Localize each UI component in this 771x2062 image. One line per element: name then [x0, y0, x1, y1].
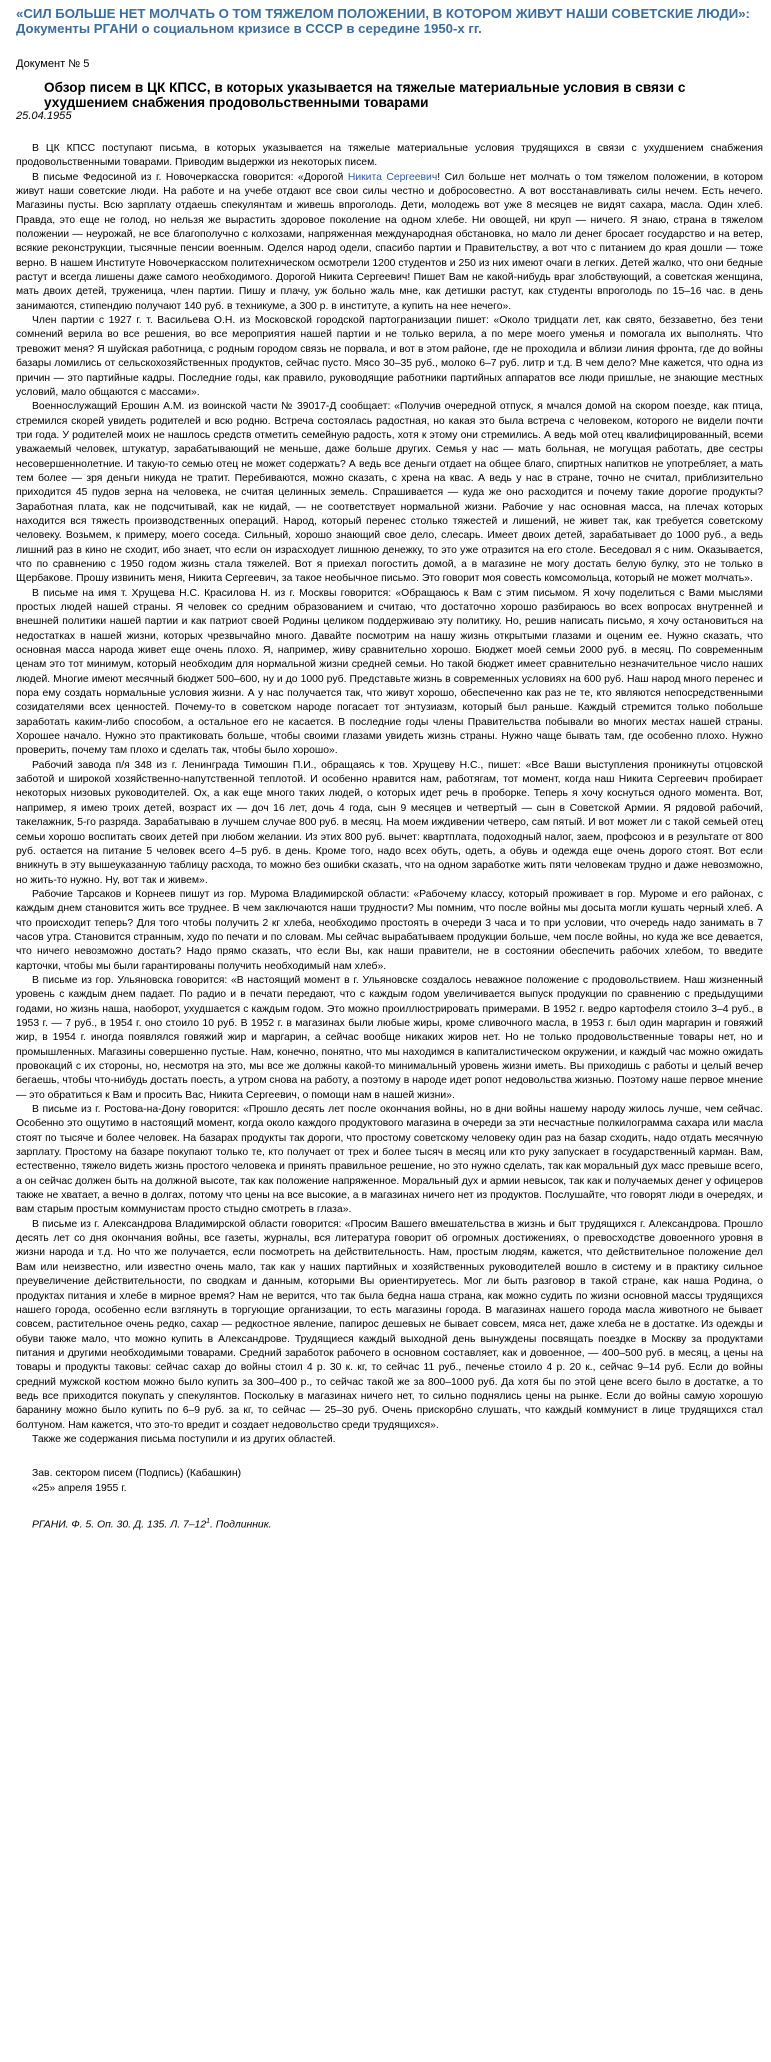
paragraph: В письме на имя т. Хрущева Н.С. Красилова Н. из г. Москвы говорится: «Обращаюсь к Вам с этим письмом. Я хочу поделиться с Вами мыслями простых людей нашей страны. Я человек со средним образованием и считаю, что достаточно хорошо разбираюсь во всех вопросах внутренней и внешней политики нашей партии и как патриот своей Родины целиком поддерживаю эту политику. Но, решив написать письмо, я хочу остановиться на недостатках в нашей жизни, которых чрезвычайно много. Давайте посмотрим на нашу жизнь открытыми глазами и оценим ее. Нужно сказать, что основная масса народа живет еще очень плохо. Я, например, живу сравнительно хорошо. Бюджет моей семьи 2000 руб. в месяц. По современным ценам это тот минимум, который необходим для нормальной жизни средней семьи. Но такой бюджет имеет сравнительно незначительное число наших людей. Многие имеют месячный бюджет 500–600, ну и до 1000 руб. Представьте жизнь в современных условиях на 600 руб. Наш народ много перенес и пора ему создать нормальные условия жизни. А у нас получается так, что живут хорошо, обеспеченно как раз не те, кто являются непосредственными созидателями всех ценностей. Почему-то в советском народе погасает тот энтузиазм, который был раньше. Каждый стремится только побольше заработать каким-либо способом, а остальное его не касается. В последние годы члены Правительства побывали во многих местах нашей страны. Хорошее начало. Нужно это практиковать больше, чтобы своими глазами увидеть жизнь страны. Нужно чаще бывать там, где особенно плохо. Нужно проверить, почему там плохо и сделать так, чтобы было хорошо». [16, 587, 763, 757]
paragraph: Военнослужащий Ерошин А.М. из воинской части № 39017-Д сообщает: «Получив очередной отпуск, я мчался домой на скором поезде, как птица, стремился скорей увидеть родителей и всю родню. Встреча состоялась радостная, но какая это была встреча с человеком, которого не видели почти три года. У родителей моих не нашлось средств отметить семейную радость, хотя к этому они стремились. А ведь мой отец квалифицированный, всеми уважаемый человек, штукатур, зарабатывающий не меньше, даже больше других. Семья у нас — мать больная, не могущая работать, две сестры несовершеннолетние. И такую-то семью отец не может содержать? А ведь все деньги отдает на общее благо, спиртных напитков не употребляет, а мать тем более — зря деньги никуда не тратит. Перебиваются, можно сказать, с хрена на квас. А ведь у нас в стране, точно не считал, приблизительно приходится 45 пудов зерна на человека, не считая целинных земель. Спрашивается — куда же оно расходится и почему такие дорогие продукты? Заработная плата, как не подсчитывай, как не кидай, — не соответствует нормальной жизни. Рабочие у нас основная масса, на плечах которых находится вся тяжесть производственных операций. Народ, который перенес столько тяжестей и лишений, не живет так, как требуется советскому человеку. Возьмем, к примеру, моего соседа. Сильный, хорошо знающий свое дело, слесарь. Имеет двоих детей, зарабатывает до 1000 руб., а ведь лишний раз в кино не сходит, ибо знает, что если он израсходует лишнюю денежку, то это уже отразится на его столе. Беседовал я с ним. Оказывается, что по сравнению с 1950 годом жизнь стала тяжелей. Вот я приехал погостить домой, а в магазине не могу достать белую булку, это не только в Щербакове. Прошу извинить меня, Никита Сергеевич, за такое необычное письмо. Это говорит моя совесть комсомольца, который не может молчать». [16, 401, 763, 585]
document-number: Документ № 5 [16, 58, 90, 70]
source-text: РГАНИ. Ф. 5. Оп. 30. Д. 135. Л. 7–12 [32, 1519, 207, 1531]
paragraph: Также же содержания письма поступили и из других областей. [32, 1433, 336, 1445]
signature-date: «25» апреля 1955 г. [32, 1482, 127, 1494]
paragraph: В письме из г. Александрова Владимирской области говорится: «Просим Вашего вмешательства в жизнь и быт трудящихся г. Александрова. Прошло десять лет со дня окончания войны, все газеты, журналы, вся литература говорит об огромных достижениях, о превосходстве довоенного уровня в жизни народа и т.д. Но что же получается, если посмотреть на действительность. Нам, простым людям, кажется, что действительное положение дел Вам или неизвестно, или известно очень мало, так как у наших партийных и хозяйственных руководителей вошло в систему и в практику сильное преувеличение действительности, по сводкам и данным, которыми Вы ориентируетесь. Мог ли быть разговор в такой стране, как наша Родина, о продуктах питания и хлебе в мирное время? Нам не верится, что так была бедна наша страна, как можно судить по жизни основной массы трудящихся нашего города, особенно если взглянуть в торгующие организации, то есть магазины города. В магазинах нашего города масла животного не бывает совсем, растительное очень редко, сахар — редкостное явление, папирос дешевых не бывает совсем, мяса нет, даже хлеба не в достатке. Из одежды и обуви также мало, что можно купить в Александрове. Трудящиеся каждый выходной день вынуждены посвящать поездке в Москву за продуктами питания и другими необходимыми товарами. Средний заработок рабочего в основном составляет, как и довоенное, — 400–500 руб. в месяц, а цены на товары и продукты таковы: сейчас сахар до войны стоил 4 р. 30 к. кг, то сейчас 11 руб., печенье стоило 4 р. 20 к., сейчас 9–14 руб. Если до войны средний мужской костюм можно было купить за 300–400 р., то сейчас такой же за 800–1000 руб. Да хотя бы по этой цене всего было в достатке, а то ведь все приходится покупать у спекулянтов. Поскольку в магазинах ничего нет, то сильно поднялись цены на рынке. Если до войны самую хорошую баранину можно было купить по 6–9 руб. за кг, то сейчас — 25–30 руб. Очень прискорбно слушать, что каждый коммунист в лице трудящихся стал болтуном. Нам кажется, что это-то вредит и создает недовольство среди трудящихся». [16, 1218, 763, 1431]
paragraph: Рабочие Тарсаков и Корнеев пишут из гор. Мурома Владимирской области: «Рабочему классу, который проживает в гор. Муроме и его районах, с каждым днем становится жить все труднее. В чем заключаются наши трудности? Мы помним, что после войны мы досыта могли кушать черный хлеб. А что происходит теперь? Для того чтобы получить 2 кг хлеба, необходимо простоять в очереди 3 часа и то при условии, что очередь надо занимать в 7 часов утра. Становится странным, худо по печати и по словам. Мы сейчас вырабатываем продукции больше, чем после войны, но куда же все девается, что ничего невозможно достать? Надо прямо сказать, что если Вы, как наши правители, не в состоянии обеспечить рабочих хлебом, то введите карточки, чтобы мы были гарантированы получить необходимый нам хлеб». [16, 888, 763, 972]
paragraph: В письме из г. Ростова-на-Дону говорится: «Прошло десять лет после окончания войны, но в дни войны нашему народу жилось лучше, чем сейчас. Особенно это ощутимо в настоящий момент, когда около каждого продуктового магазина в очереди за эти несчастные полкилограмма сахара или масла стоят по тысяче и более человек. На базарах продукты так дороги, что простому советскому человеку один раз на базар сходить, надо отдать месячную зарплату. Простому на базаре покупают только те, кто получает от трех и более тысяч в месяц или кто руку запускает в государственный карман. Вам, естественно, тяжело видеть жизнь простого человека и принять правильное решение, но это нужно сделать, так как моральный дух масс превыше всего, а он сейчас должен быть на должной высоте, так как положение напряженное. Моральный дух и армии невысок, так как и получаемых денег у офицеров также не хватает, а вечно в долгах, потому что цены на все высокие, а в магазинах ничего нет из продуктов. Послушайте, что говорят люди в очередях, и вам старым простым коммунистам просто стыдно смотреть в глаза». [16, 1104, 763, 1216]
archive-source [32, 1518, 763, 1530]
paragraph: В письме из гор. Ульяновска говорится: «В настоящий момент в г. Ульяновске создалось неважное положение с продовольствием. Наш жизненный уровень с каждым днем падает. По радио и в печати передают, что с каждым годом увеличивается выпуск продукции по сравнению с предыдущими годами, но жизнь наша, наоборот, ухудшается с каждым годом. Это можно проиллюстрировать примерами. В 1952 г. ведро картофеля стоило 3–4 руб., в 1953 г. — 7 руб., в 1954 г. оно стоило 10 руб. В 1952 г. в магазинах были любые жиры, кроме сливочного масла, в 1953 г. был один маргарин и говяжий жир, в 1954 г. иногда появлялся говяжий жир и маргарин, а сейчас вообще никаких жиров нет. Но не только продовольственные товары нет, но и промышленных. Магазины совершенно пустые. Нам, конечно, понятно, что мы находимся в капиталистическом окружении, и каждый час можно ожидать провокаций с их стороны, но, несмотря на это, мы все же должны какой-то минимальный уровень жизни иметь. Вы приходишь с работы и целый вечер бегаешь, чтобы что-нибудь достать поесть, а утром снова на работу, а поэтому в народе идет ропот недовольства жизнью. Поэтому наше первое мнение — это обратиться к Вам и просить Вас, Никита Сергеевич, о помощи нам в нашей жизни». [16, 974, 763, 1101]
page-headline: «СИЛ БОЛЬШЕ НЕТ МОЛЧАТЬ О ТОМ ТЯЖЕЛОМ ПОЛОЖЕНИИ, В КОТОРОМ ЖИВУТ НАШИ СОВЕТСКИЕ ЛЮДИ»: Документы РГАНИ о социальном кризисе в СССР в середине 1950-х гг. [16, 6, 750, 36]
document-body [16, 142, 763, 1447]
signature-block [32, 1467, 763, 1496]
footnote-marker[interactable]: 1 [206, 1517, 211, 1525]
paragraph: В ЦК КПСС поступают письма, в которых указывается на тяжелые материальные условия трудящихся в связи с ухудшением снабжения продовольственными товарами. Приводим выдержки из некоторых писем. [16, 143, 763, 169]
paragraph-text: В письме Федосиной из г. Новочеркасска говорится: «Дорогой [32, 171, 348, 183]
document-date: 25.04.1955 [16, 110, 72, 122]
paragraph [16, 171, 763, 314]
name-link[interactable]: Никита Сергеевич [347, 171, 438, 183]
paragraph: Член партии с 1927 г. т. Васильева О.Н. из Московской городской партогранизации пишет: «Около тридцати лет, как свято, беззаветно, без тени сомнений верила во все решения, во все мероприятия нашей партии и не только верила, а по мере моего уменья и помогала их выполнять. Что тревожит меня? Я шуйская работница, с родным городом связь не порвала, и вот в этом районе, где не проходила и вблизи линия фронта, где до войны базары ломились от сельскохозяйственных продуктов, сейчас пусто. Мясо 30–35 руб., молоко 6–7 руб. литр и т.д. В чем дело? Мне кажется, что одна из причин — это партийные кадры. Последние годы, как правило, руководящие работники партийных аппаратов все люди пришлые, не знающие местных условий, мало общаются с массами». [16, 315, 763, 398]
paragraph: Рабочий завода п/я 348 из г. Ленинграда Тимошин П.И., обращаясь к тов. Хрущеву Н.С., пишет: «Все Ваши выступления проникнуты отцовской заботой и широкой хозяйственно-напутственной теплотой. И особенно нравится нам, работягам, тот момент, когда наш Никита Сергеевич пробирает некоторых низовых руководителей. Ох, а как еще много таких людей, о которых идет речь в проборке. Теперь я хочу коснуться одного момента. Вот, например, я имею троих детей, возраст их — доч 16 лет, дочь 4 года, сын 9 месяцев и четвертый — сын в Советской Армии. Я рядовой рабочий, такелажник, 5-го разряда. Зарабатываю в лучшем случае 800 руб. в месяц. На моем иждивении четверо, сам пятый. И вот может ли с такой семьей отец семьи хорошо воспитать своих детей при любом желании. Из этих 800 руб. вычет: квартплата, подоходный налог, заем, профсоюз и в результате от 800 руб. остается на питание 5 человек всего 4–5 руб. в день. Кроме того, надо всех обуть, одеть, а обувь и одежда еще очень дорого стоят. Вот если вникнуть в эту вышеуказанную таблицу расхода, то можно без ошибки сказать, что на одном заработке жить пяти человекам трудно и даже невозможно, но жить-то нужно. Ну, вот так и живем». [16, 759, 763, 886]
signature-line: Зав. сектором писем (Подпись) (Кабашкин) [32, 1468, 242, 1480]
document-title: Обзор писем в ЦК КПСС, в которых указывается на тяжелые материальные условия в связи с ухудшением снабжения продовольственными товарами [44, 80, 686, 110]
paragraph-text: ! Сил больше нет молчать о том тяжелом положении, в котором живут наши советские люди. На работе и на учебе отдают все свои силы честно и добросовестно. А вот восстанавливать силы нечем. Есть нечего. Магазины пусты. Всю зарплату отдаешь спекулянтам и живешь впроголодь. Дети, молодежь вот уже 8 месяцев не видят сахара, масла. Один хлеб. Правда, это еще не голод, но нельзя же вырастить здоровое поколение на одном хлебе. Ни овощей, ни круп — ничего. Я знаю, страна в тяжелом положении — неурожай, не все благополучно с колхозами, напряженная международная обстановка, но мало ли денег бросает государство и на ветер, всякие реконструкции, тысячные пенсии военным. Оделся народ одели, спасибо партии и Правительству, а вот что с питанием до края дошли — тоже верно. В нашем Институте Новочеркасском политехническом осмотрели 1200 студентов и 250 из них имеют очаги в легких. Детей жалко, что они бедные растут и всегда лишены даже самого необходимого. Дорогой Никита Сергеевич! Пишет Вам не какой-нибудь враг злобствующий, а советская женщина, мать двоих детей, труженица, член партии. Пишу и плачу, уж больно жаль мне, как детишки растут, как студенты впроголодь по 15–16 час. в день занимаются, стипендию получают 140 руб. в техникуме, а 300 р. в институте, а купить на нее нечего». [16, 171, 763, 312]
source-suffix: . Подлинник. [210, 1519, 272, 1531]
